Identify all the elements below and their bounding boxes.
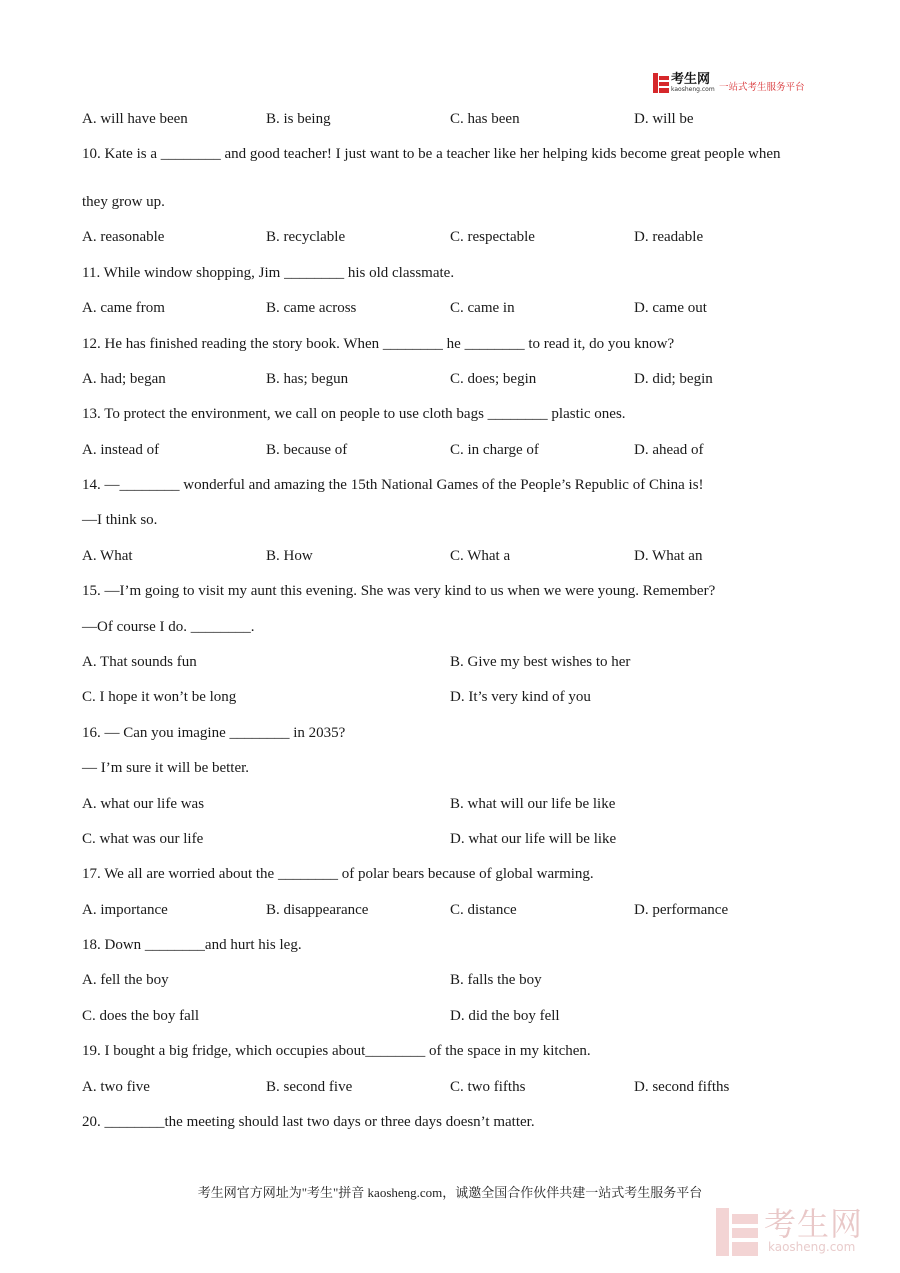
option-d: D. what our life will be like (450, 831, 617, 847)
option-d: D. It’s very kind of you (450, 689, 591, 705)
option-d: D. came out (634, 300, 707, 316)
option-a: A. fell the boy (82, 972, 169, 988)
watermark-domain: kaosheng.com (768, 1240, 856, 1254)
question-stem: 10. Kate is a ________ and good teacher! I just want to be a teacher like her helping kids become great people when (82, 146, 781, 162)
option-b: B. second five (266, 1079, 353, 1095)
option-d: D. ahead of (634, 442, 704, 458)
question-stem: 12. He has finished reading the story book. When ________ he ________ to read it, do you know? (82, 336, 675, 352)
option-a: A. came from (82, 300, 165, 316)
option-d: D. readable (634, 229, 704, 245)
option-b: B. Give my best wishes to her (450, 654, 631, 670)
option-c: C. does; begin (450, 371, 537, 387)
question-stem: 19. I bought a big fridge, which occupies about________ of the space in my kitchen. (82, 1043, 591, 1059)
question-stem: 15. —I’m going to visit my aunt this evening. She was very kind to us when we were young. Remember? (82, 583, 716, 599)
page-footer: 考生网官方网址为"考生"拼音 kaosheng.com，诚邀全国合作伙伴共建一站式考生服务平台 (197, 1185, 703, 1200)
question-stem: 14. —________ wonderful and amazing the 15th National Games of the People’s Republic of China is! (82, 477, 704, 493)
watermark-text: 考生网 (764, 1205, 864, 1243)
header-logo (653, 73, 823, 95)
option-a: A. will have been (82, 111, 188, 127)
question-stem: 16. — Can you imagine ________ in 2035? (82, 725, 346, 741)
option-c: C. I hope it won’t be long (82, 689, 237, 705)
watermark-logo-icon (716, 1208, 758, 1256)
question-stem: 11. While window shopping, Jim ________ his old classmate. (82, 265, 455, 281)
logo-text: 考生网 (671, 72, 711, 87)
question-stem: 17. We all are worried about the ________ of polar bears because of global warming. (82, 866, 594, 882)
option-b: B. what will our life be like (450, 796, 616, 812)
option-a: A. instead of (82, 442, 160, 458)
option-a: A. That sounds fun (82, 654, 197, 670)
kaosheng-logo-icon (653, 73, 669, 93)
option-c: C. has been (450, 111, 520, 127)
option-c: C. two fifths (450, 1079, 526, 1095)
option-c: C. What a (450, 548, 511, 564)
watermark (716, 1206, 886, 1256)
option-b: B. has; begun (266, 371, 349, 387)
option-a: A. importance (82, 902, 168, 918)
option-d: D. What an (634, 548, 703, 564)
option-a: A. reasonable (82, 229, 165, 245)
option-c: C. what was our life (82, 831, 204, 847)
option-b: B. came across (266, 300, 357, 316)
question-stem: 20. ________the meeting should last two days or three days doesn’t matter. (82, 1114, 535, 1130)
option-b: B. is being (266, 111, 331, 127)
option-d: D. second fifths (634, 1079, 730, 1095)
option-d: D. will be (634, 111, 694, 127)
option-d: D. performance (634, 902, 729, 918)
option-a: A. two five (82, 1079, 150, 1095)
option-a: A. what our life was (82, 796, 205, 812)
question-stem: 18. Down ________and hurt his leg. (82, 937, 302, 953)
option-c: C. respectable (450, 229, 535, 245)
logo-domain: kaosheng.com (671, 86, 715, 93)
option-c: C. in charge of (450, 442, 539, 458)
question-stem-continued: — I’m sure it will be better. (82, 760, 250, 776)
option-a: A. had; began (82, 371, 166, 387)
option-b: B. because of (266, 442, 348, 458)
option-b: B. falls the boy (450, 972, 542, 988)
question-stem-continued: —Of course I do. ________. (82, 619, 255, 635)
option-d: D. did; begin (634, 371, 713, 387)
option-c: C. came in (450, 300, 515, 316)
option-b: B. disappearance (266, 902, 369, 918)
option-b: B. How (266, 548, 313, 564)
option-c: C. does the boy fall (82, 1008, 200, 1024)
question-stem: 13. To protect the environment, we call on people to use cloth bags ________ plastic ones. (82, 406, 626, 422)
option-c: C. distance (450, 902, 517, 918)
question-stem-continued: —I think so. (82, 512, 158, 528)
option-d: D. did the boy fell (450, 1008, 560, 1024)
option-b: B. recyclable (266, 229, 346, 245)
option-a: A. What (82, 548, 133, 564)
question-stem-continued: they grow up. (82, 194, 165, 210)
header-slogan: 一站式考生服务平台 (719, 82, 805, 93)
